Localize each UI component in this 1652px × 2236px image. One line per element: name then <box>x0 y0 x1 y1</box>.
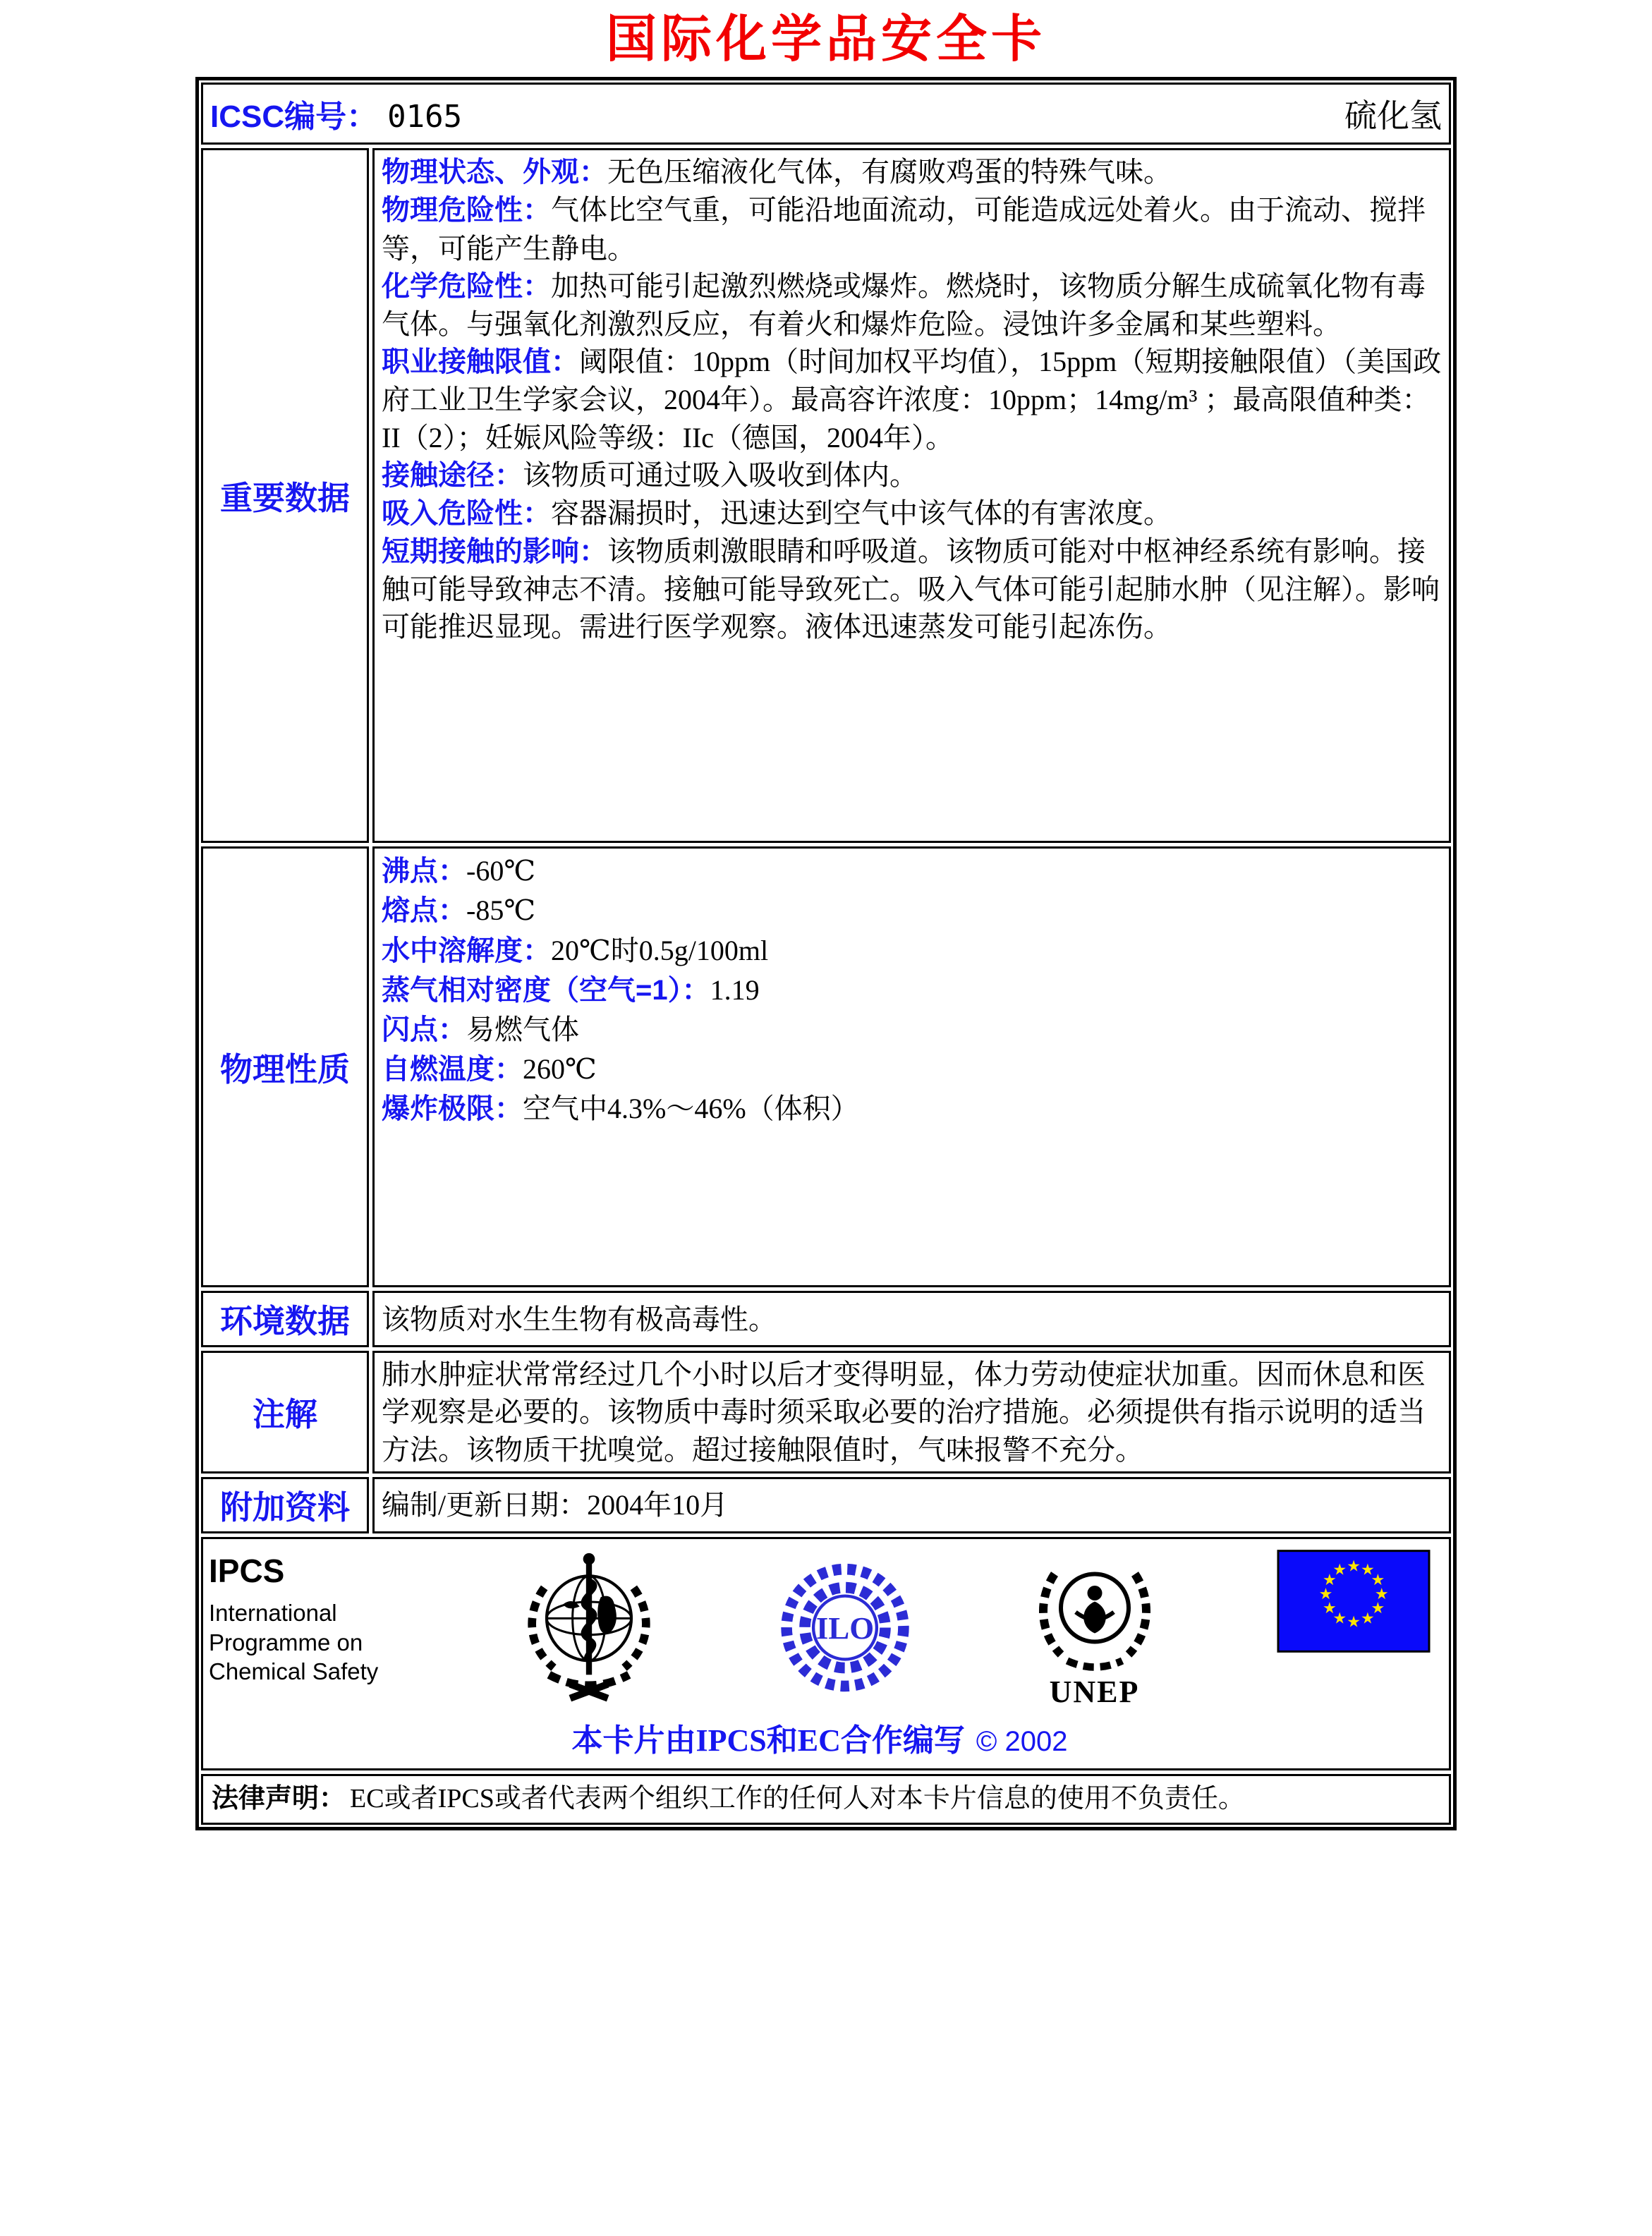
svg-text:★: ★ <box>1332 1610 1347 1627</box>
item-text: 容器漏损时，迅速达到空气中该气体的有害浓度。 <box>551 497 1172 529</box>
physical-item <box>382 851 1442 891</box>
svg-text:★: ★ <box>1318 1585 1333 1603</box>
unep-label: UNEP <box>1049 1674 1140 1709</box>
header-row <box>201 83 1451 145</box>
physical-item <box>382 891 1442 930</box>
section-content-additional-information <box>372 1477 1451 1533</box>
important-item <box>382 494 1442 533</box>
important-item <box>382 153 1442 191</box>
physical-item <box>382 1050 1442 1089</box>
caption-copyright: © 2002 <box>976 1725 1068 1757</box>
ipcs-text-block <box>209 1549 399 1686</box>
icsc-number-label: ICSC编号： <box>210 99 378 135</box>
item-label: 吸入危险性： <box>382 497 551 529</box>
ipcs-acronym: IPCS <box>209 1552 285 1589</box>
icsc-number-value: 0165 <box>387 99 463 135</box>
important-item <box>382 267 1442 343</box>
item-text: 加热可能引起激烈燃烧或爆炸。燃烧时，该物质分解生成硫氧化物有毒气体。与强氧化剂激烈反应，有着火和爆炸危险。浸蚀许多金属和某些塑料。 <box>382 269 1426 340</box>
prepared-date-label: 编制/更新日期： <box>382 1489 588 1521</box>
item-text: 气体比空气重，可能沿地面流动，可能造成远处着火。由于流动、搅拌等，可能产生静电。 <box>382 194 1426 265</box>
icsc-number-group <box>210 91 462 136</box>
item-label: 物理状态、外观： <box>382 157 607 188</box>
svg-text:★: ★ <box>1374 1585 1389 1603</box>
legal-notice-row <box>201 1774 1451 1825</box>
section-label-physical-properties: 物理性质 <box>201 846 369 1287</box>
section-label-important-data: 重要数据 <box>201 148 369 843</box>
logos-row <box>201 1537 1451 1770</box>
ipcs-line: Programme on <box>209 1629 363 1655</box>
svg-text:★: ★ <box>1371 1599 1385 1617</box>
physical-item <box>382 1089 1442 1129</box>
item-label: 熔点： <box>382 895 466 927</box>
eu-flag-icon <box>1277 1549 1431 1657</box>
legal-notice-text: EC或者IPCS或者代表两个组织工作的任何人对本卡片信息的使用不负责任。 <box>350 1784 1245 1814</box>
who-logo-icon <box>518 1549 660 1715</box>
section-content-notes <box>372 1351 1451 1474</box>
item-text: 该物质可通过吸入吸收到体内。 <box>523 458 918 491</box>
item-label: 自燃温度： <box>382 1054 523 1086</box>
section-content-important-data <box>372 148 1451 843</box>
svg-text:★: ★ <box>1347 1557 1361 1575</box>
physical-item <box>382 1010 1442 1050</box>
chemical-name: 硫化氢 <box>1344 98 1442 135</box>
item-label: 职业接触限值： <box>382 346 579 378</box>
notes-text: 肺水肿症状常常经过几个小时以后才变得明显，体力劳动使症状加重。因而休息和医学观察是必要的。该物质中毒时须采取必要的治疗措施。必须提供有指示说明的适当方法。该物质干扰嗅觉。超过接触限值时，气味报警不充分。 <box>382 1359 1426 1466</box>
svg-text:★: ★ <box>1371 1571 1385 1588</box>
important-item <box>382 533 1442 646</box>
item-text: 20℃时0.5g/100ml <box>551 934 769 966</box>
ilo-logo-icon <box>778 1549 912 1715</box>
item-label: 物理危险性： <box>382 195 551 226</box>
caption-text: 本卡片由IPCS和EC合作编写 <box>571 1722 965 1758</box>
section-label-environmental-data: 环境数据 <box>201 1291 369 1347</box>
cooperation-caption <box>209 1715 1431 1763</box>
physical-item <box>382 971 1442 1010</box>
item-label: 闪点： <box>382 1014 466 1045</box>
item-text: 空气中4.3%～46%（体积） <box>523 1093 859 1125</box>
item-label: 接触途径： <box>382 459 523 491</box>
item-text: 1.19 <box>710 973 760 1006</box>
ipcs-line: Chemical Safety <box>209 1658 379 1684</box>
physical-item <box>382 931 1442 971</box>
section-content-environmental-data <box>372 1291 1451 1347</box>
item-text: 无色压缩液化气体，有腐败鸡蛋的特殊气味。 <box>607 156 1172 188</box>
ipcs-line: International <box>209 1600 337 1627</box>
prepared-date-value: 2004年10月 <box>587 1489 729 1521</box>
item-label: 爆炸极限： <box>382 1093 523 1125</box>
unep-logo-icon <box>1031 1549 1158 1710</box>
item-label: 水中溶解度： <box>382 935 551 966</box>
section-label-additional-information: 附加资料 <box>201 1477 369 1533</box>
svg-text:★: ★ <box>1361 1561 1375 1579</box>
page-title: 国际化学品安全卡 <box>605 9 1046 68</box>
svg-text:★: ★ <box>1322 1571 1337 1588</box>
svg-text:★: ★ <box>1322 1599 1337 1617</box>
item-label: 沸点： <box>382 856 466 887</box>
svg-text:★: ★ <box>1332 1561 1347 1579</box>
item-text: 该物质刺激眼睛和呼吸道。该物质可能对中枢神经系统有影响。接触可能导致神志不清。接触可能导致死亡。吸入气体可能引起肺水肿（见注解）。影响可能推迟显现。需进行医学观察。液体迅速蒸发可能引起冻伤。 <box>382 535 1440 643</box>
icsc-table <box>195 77 1457 1830</box>
important-item <box>382 343 1442 456</box>
environment-text: 该物质对水生生物有极高毒性。 <box>382 1303 777 1335</box>
item-label: 化学危险性： <box>382 270 551 302</box>
section-content-physical-properties <box>372 846 1451 1287</box>
legal-notice-label: 法律声明： <box>212 1784 346 1814</box>
item-text: -85℃ <box>466 894 536 927</box>
item-label: 短期接触的影响： <box>382 536 607 568</box>
item-text: 260℃ <box>523 1053 597 1086</box>
important-item <box>382 456 1442 494</box>
item-text: -60℃ <box>466 855 536 887</box>
logo-strip <box>209 1549 1431 1715</box>
svg-text:ILO: ILO <box>815 1610 875 1646</box>
additional-item <box>382 1486 728 1524</box>
section-label-notes: 注解 <box>201 1351 369 1474</box>
item-text: 阈限值：10ppm（时间加权平均值），15ppm（短期接触限值）（美国政府工业卫生学家会议，2004年）。最高容许浓度：10ppm；14mg/m³ ；最高限值种类：II（2）；妊娠风险等级：IIc（德国，2004年）。 <box>382 346 1442 454</box>
item-text: 易燃气体 <box>466 1013 579 1045</box>
item-label: 蒸气相对密度（空气=1）： <box>382 974 710 1006</box>
svg-text:★: ★ <box>1347 1613 1361 1631</box>
important-item <box>382 191 1442 267</box>
svg-text:★: ★ <box>1361 1610 1375 1627</box>
